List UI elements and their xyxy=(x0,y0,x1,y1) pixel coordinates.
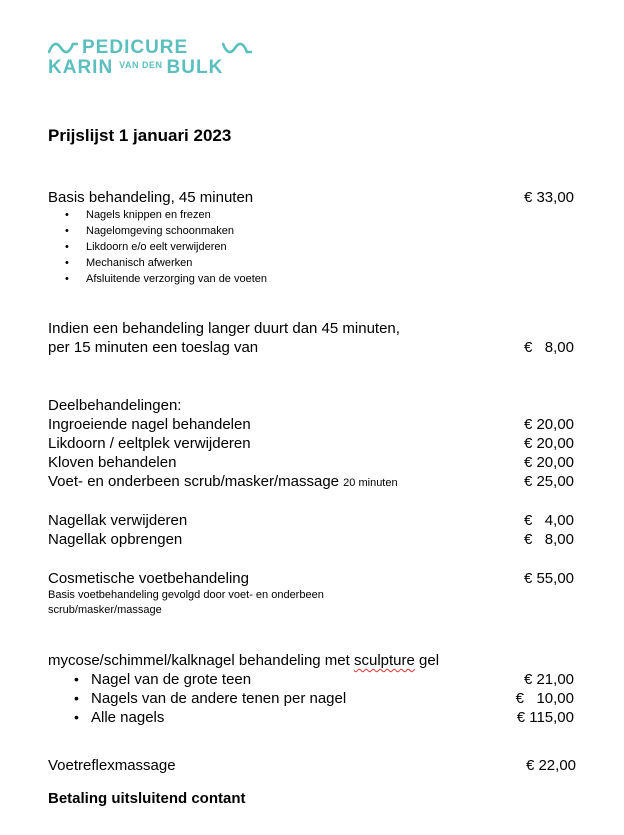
list-item: • Alle nagels xyxy=(91,708,164,727)
deel-item-price: € 20,00 xyxy=(523,454,574,471)
nagellak-price: € 4,00 xyxy=(523,512,574,529)
deel-item-label: Voet- en onderbeen scrub/masker/massage xyxy=(48,473,339,490)
deel-heading: Deelbehandelingen: xyxy=(48,397,182,414)
list-item: • Mechanisch afwerken xyxy=(86,255,192,271)
mycose-price: € 21,00 xyxy=(523,671,574,688)
list-item: • Nagelomgeving schoonmaken xyxy=(86,223,234,239)
list-item: • Nagel van de grote teen xyxy=(91,670,251,689)
logo-line2 xyxy=(48,58,223,77)
logo-line1: PEDICURE xyxy=(82,37,189,58)
basis-label: Basis behandeling, 45 minuten xyxy=(48,189,254,206)
cosmetisch-desc: scrub/masker/massage xyxy=(48,604,162,616)
logo xyxy=(48,38,258,80)
deel-item-note: 20 minuten xyxy=(343,477,398,489)
list-item: • Afsluitende verzorging van de voeten xyxy=(86,271,267,287)
list-item: • Likdoorn e/o eelt verwijderen xyxy=(86,239,227,255)
voetreflex-label: Voetreflexmassage xyxy=(48,757,176,774)
basis-price: € 33,00 xyxy=(523,189,574,206)
list-item: • Nagels van de andere tenen per nagel xyxy=(91,689,346,708)
toeslag-price: € 8,00 xyxy=(523,339,574,356)
deel-item-label: Kloven behandelen xyxy=(48,454,177,471)
cosmetisch-label: Cosmetische voetbehandeling xyxy=(48,570,249,587)
mycose-label-sculpture: sculpture xyxy=(353,652,415,669)
nagellak-label: Nagellak verwijderen xyxy=(48,512,188,529)
toeslag-line2: per 15 minuten een toeslag van xyxy=(48,339,259,356)
wave-left-icon xyxy=(48,41,78,55)
cosmetisch-price: € 55,00 xyxy=(523,570,574,587)
logo-karin: KARIN xyxy=(48,57,114,78)
list-item: • Nagels knippen en frezen xyxy=(86,207,211,223)
mycose-label-c: gel xyxy=(414,652,440,669)
deel-item-price: € 20,00 xyxy=(523,416,574,433)
nagellak-price: € 8,00 xyxy=(523,531,574,548)
voetreflex-price: € 22,00 xyxy=(525,757,576,774)
page-title: Prijslijst 1 januari 2023 xyxy=(48,126,232,145)
payment-note: Betaling uitsluitend contant xyxy=(48,790,246,807)
mycose-price: € 115,00 xyxy=(516,709,574,726)
mycose-price: € 10,00 xyxy=(515,690,574,707)
deel-item-label: Ingroeiende nagel behandelen xyxy=(48,416,251,433)
deel-item-price: € 20,00 xyxy=(523,435,574,452)
logo-bulk: BULK xyxy=(166,57,224,78)
cosmetisch-desc: Basis voetbehandeling gevolgd door voet- en onderbeen xyxy=(48,589,324,601)
wave-right-icon xyxy=(222,41,252,55)
deel-item-label: Likdoorn / eeltplek verwijderen xyxy=(48,435,251,452)
deel-item-price: € 25,00 xyxy=(523,473,574,490)
logo-van-den: VAN DEN xyxy=(119,60,163,71)
nagellak-label: Nagellak opbrengen xyxy=(48,531,183,548)
mycose-label-a: mycose/schimmel/kalknagel behandeling met xyxy=(48,652,354,669)
deel-item-row xyxy=(48,472,398,493)
mycose-label xyxy=(48,651,439,670)
toeslag-line1: Indien een behandeling langer duurt dan 45 minuten, xyxy=(48,320,400,337)
